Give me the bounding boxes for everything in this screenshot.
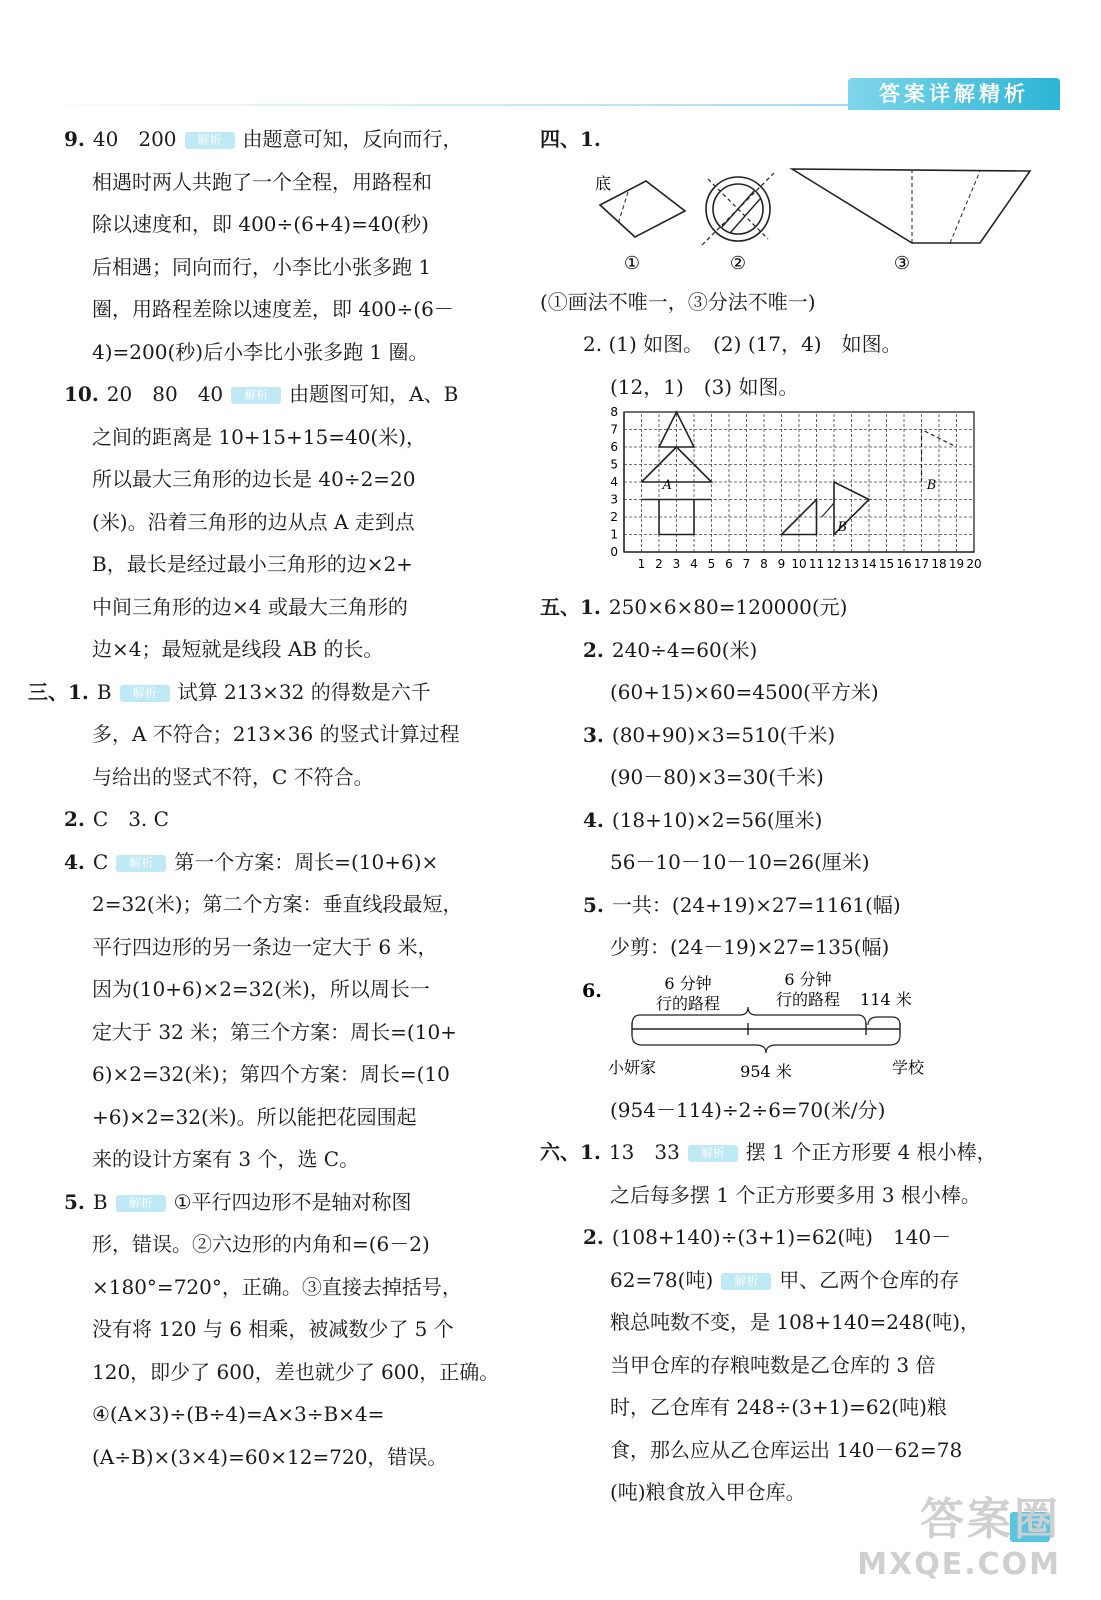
text-line	[28, 501, 498, 544]
line-text: (吨)粮食放入甲仓库。	[610, 1480, 806, 1504]
line-text: 圈，用路程差除以速度差，即 400÷(6－	[92, 297, 454, 321]
y-tick-label: 2	[610, 510, 618, 524]
line-text: 相遇时两人共跑了一个全程，用路程和	[92, 169, 432, 194]
x-tick-label: 19	[948, 557, 965, 571]
text-line	[540, 1216, 1060, 1259]
move-arrow	[822, 503, 834, 517]
question-number: 9.	[64, 127, 85, 151]
text-line	[540, 1131, 1060, 1174]
question-number: 10.	[64, 382, 99, 406]
x-tick-label: 8	[760, 557, 768, 571]
fig-label-2: ②	[729, 252, 747, 274]
text-line	[540, 884, 1060, 927]
line-text: (80+90)×3=510(千米)	[611, 722, 836, 747]
figure-shapes	[540, 161, 1060, 274]
text-line	[28, 416, 498, 459]
text-line	[28, 118, 498, 161]
text-line	[540, 1344, 1060, 1387]
line-text: B	[96, 679, 112, 704]
brace-bottom	[632, 1035, 900, 1053]
line-text: +6)×2=32(米)。所以能把花园围起	[92, 1104, 417, 1129]
y-tick-label: 7	[610, 422, 618, 437]
y-tick-label: 5	[610, 457, 618, 472]
x-tick-label: 15	[878, 557, 895, 571]
line-text: 4)=200(秒)后小李比小张多跑 1 圈。	[92, 339, 429, 364]
line-text: 少剪：(24－19)×27=135(幅)	[610, 935, 890, 959]
text-line	[28, 713, 498, 756]
line-text: 摆 1 个正方形要 4 根小棒，	[745, 1140, 997, 1164]
text-line	[28, 1223, 498, 1266]
right-label: 学校	[892, 1057, 925, 1077]
watermark	[857, 1483, 1061, 1582]
line-text: 与给出的竖式不符，C 不符合。	[92, 764, 374, 789]
line-text: C	[92, 849, 109, 874]
line-text: 平行四边形的另一条边一定大于 6 米，	[92, 934, 438, 959]
analysis-tag: 解析	[688, 1145, 738, 1162]
line-text: (A÷B)×(3×4)=60×12=720，错误。	[92, 1444, 448, 1469]
text-line	[540, 756, 1060, 799]
line-text: 所以最大三角形的边长是 40÷2=20	[92, 467, 416, 491]
seg1-top: 6 分钟	[664, 973, 712, 993]
x-tick-label: 18	[931, 557, 947, 571]
section-four-title: 四、1.	[540, 127, 601, 151]
text-line	[28, 883, 498, 926]
seg1-bottom: 行的路程	[655, 993, 721, 1013]
q2-line1: 2. (1) 如图。 (2) (17，4) 如图。	[583, 332, 902, 356]
text-line	[28, 756, 498, 799]
line-text: 40 200	[92, 127, 177, 151]
x-tick-label: 11	[808, 557, 825, 571]
line-text: 第一个方案：周长=(10+6)×	[174, 849, 439, 874]
figure-note: (①画法不唯一，③分法不唯一)	[540, 289, 816, 314]
text-line	[28, 586, 498, 629]
left-label: 小妍家	[608, 1057, 657, 1077]
line-text: 除以速度和，即 400÷(6+4)=40(秒)	[92, 212, 429, 236]
y-tick-label: 8	[610, 405, 618, 419]
line-text: 120，即少了 600，差也就少了 600，正确。	[92, 1359, 500, 1384]
analysis-tag: 解析	[721, 1273, 771, 1290]
text-line	[540, 1174, 1060, 1217]
question-number: 4.	[64, 849, 85, 874]
y-tick-label: 0	[610, 545, 618, 559]
height-line	[618, 192, 628, 224]
x-tick-label: 12	[826, 557, 842, 571]
text-line	[28, 1053, 498, 1096]
line-text: ×180°=720°，正确。③直接去掉括号，	[92, 1274, 462, 1299]
line-text: (90－80)×3=30(千米)	[610, 765, 824, 789]
line-text: (米)。沿着三角形的边从点 A 走到点	[92, 509, 415, 534]
text-line	[28, 1181, 498, 1224]
line-text: 形，错误。②六边形的内角和=(6－2)	[92, 1232, 430, 1256]
question-number: 4.	[583, 807, 604, 832]
text-line	[540, 1301, 1060, 1344]
text-line	[540, 714, 1060, 757]
base-label: 底	[595, 173, 612, 193]
text-line	[28, 203, 498, 246]
line-text: 6)×2=32(米)；第四个方案：周长=(10	[92, 1062, 450, 1086]
line-text: 多，A 不符合；213×36 的竖式计算过程	[92, 722, 460, 746]
line-text: 定大于 32 米；第三个方案：周长=(10+	[92, 1019, 457, 1044]
left-column	[28, 118, 498, 1478]
line-text: 中间三角形的边×4 或最大三角形的	[92, 594, 408, 619]
fig-label-3: ③	[893, 252, 911, 274]
analysis-tag: 解析	[185, 132, 235, 149]
line-text: ①平行四边形不是轴对称图	[173, 1189, 412, 1214]
text-line	[540, 586, 1060, 629]
question-number: 五、1.	[540, 595, 601, 619]
line-text: ④(A×3)÷(B÷4)=A×3÷B×4=	[92, 1402, 385, 1426]
line-text: 没有将 120 与 6 相乘，被减数少了 5 个	[92, 1317, 454, 1341]
line-text: 试算 213×32 的得数是六千	[177, 679, 431, 704]
x-tick-label: 16	[896, 557, 912, 571]
text-line	[540, 799, 1060, 842]
question-number: 六、1.	[540, 1140, 601, 1164]
text-line	[28, 1011, 498, 1054]
point-label: B	[837, 520, 848, 535]
line-text: 2=32(米)；第二个方案：垂直线段最短，	[92, 892, 463, 916]
question-number: 2.	[64, 807, 85, 831]
text-line	[28, 1308, 498, 1351]
line-text: 62=78(吨)	[610, 1267, 714, 1292]
x-tick-label: 4	[690, 557, 698, 571]
text-line	[540, 1429, 1060, 1472]
text-line	[28, 1436, 498, 1479]
line-text: 由题图可知，A、B	[289, 382, 459, 406]
x-tick-label: 7	[742, 557, 751, 571]
x-tick-label: 5	[707, 557, 716, 571]
text-line	[28, 671, 498, 714]
line-text: (108+140)÷(3+1)=62(吨) 140－	[611, 1225, 952, 1249]
x-tick-label: 6	[725, 557, 733, 571]
text-line	[28, 1138, 498, 1181]
analysis-tag: 解析	[231, 387, 281, 404]
text-line	[540, 1386, 1060, 1429]
line-text: C 3. C	[92, 807, 169, 831]
x-tick-label: 1	[637, 557, 646, 571]
q6-answer: (954－114)÷2÷6=70(米/分)	[610, 1097, 886, 1122]
text-line	[28, 458, 498, 501]
line-text: 后相遇；同向而行，小李比小张多跑 1	[92, 254, 432, 279]
text-line	[28, 1096, 498, 1139]
question-number: 3.	[583, 722, 604, 747]
line-text: (60+15)×60=4500(平方米)	[610, 680, 879, 704]
text-line	[28, 841, 498, 884]
x-tick-label: 14	[861, 557, 877, 571]
y-tick-label: 6	[610, 440, 618, 454]
x-tick-label: 9	[777, 557, 786, 571]
text-line	[28, 968, 498, 1011]
watermark-url: MXQE.COM	[857, 1547, 1061, 1582]
text-line	[540, 1259, 1060, 1302]
analysis-tag: 解析	[116, 855, 166, 872]
q6-num: 6.	[582, 979, 602, 1002]
text-line	[28, 161, 498, 204]
point-label: B	[926, 478, 937, 493]
line-diagram	[540, 969, 1060, 1089]
header-tab: 答案详解精析	[848, 78, 1060, 110]
line-text: 来的设计方案有 3 个，选 C。	[92, 1147, 360, 1171]
parallelogram-shape	[600, 181, 685, 237]
watermark-logo: 答案圈	[920, 1494, 1061, 1545]
analysis-tag: 解析	[116, 1195, 166, 1212]
text-line	[28, 288, 498, 331]
line-text: B	[92, 1189, 108, 1214]
line-text: 56－10－10－10=26(厘米)	[610, 850, 870, 874]
text-line	[28, 246, 498, 289]
x-tick-label: 3	[672, 557, 681, 571]
text-line	[28, 1393, 498, 1436]
total-label: 954 米	[740, 1061, 792, 1081]
text-line	[28, 926, 498, 969]
question-number: 2.	[583, 637, 604, 662]
line-text: 粮总吨数不变，是 108+140=248(吨)，	[610, 1310, 980, 1334]
line-diagram-svg	[540, 969, 1060, 1089]
line-text: 时，乙仓库有 248÷(3+1)=62(吨)粮	[610, 1395, 947, 1419]
line-text: (18+10)×2=56(厘米)	[611, 807, 823, 832]
line-text: 食，那么应从乙仓库运出 140－62=78	[610, 1437, 963, 1462]
text-line	[28, 1351, 498, 1394]
line-text: 240÷4=60(米)	[611, 637, 758, 662]
line-text: 由题意可知，反向而行，	[242, 127, 463, 151]
x-tick-label: 13	[843, 557, 860, 571]
line-text: 当甲仓库的存粮吨数是乙仓库的 3 倍	[610, 1352, 936, 1377]
text-line	[28, 331, 498, 374]
question-number: 三、1.	[28, 679, 89, 704]
y-tick-label: 3	[610, 492, 618, 507]
text-line	[28, 373, 498, 416]
right-column	[540, 118, 1060, 1514]
seg2-bottom: 行的路程	[775, 989, 841, 1009]
text-line	[28, 628, 498, 671]
y-tick-label: 1	[610, 527, 618, 542]
line-text: 13 33	[608, 1140, 680, 1164]
coordinate-grid	[540, 405, 1060, 586]
q2-line2: (12，1) (3) 如图。	[610, 374, 799, 399]
text-line	[28, 1266, 498, 1309]
trapezoid-cut-2	[950, 171, 980, 243]
seg3-label: 114 米	[860, 989, 912, 1009]
brace-top-2	[868, 1017, 900, 1025]
text-line	[540, 926, 1060, 969]
line-text: 一共：(24+19)×27=1161(幅)	[611, 892, 901, 917]
text-line	[28, 543, 498, 586]
question-number: 5.	[64, 1189, 85, 1214]
line-text: 因为(10+6)×2=32(米)，所以周长一	[92, 977, 430, 1001]
line-text: 20 80 40	[106, 382, 224, 406]
line-text: 250×6×80=120000(元)	[608, 595, 848, 619]
line-text: B，最长是经过最小三角形的边×2+	[92, 552, 413, 576]
fig-label-1: ①	[623, 252, 641, 274]
x-tick-label: 2	[655, 557, 663, 571]
question-number: 5.	[583, 892, 604, 917]
header-rule	[20, 104, 860, 106]
line-text: 之后每多摆 1 个正方形要多用 3 根小棒。	[610, 1182, 981, 1207]
x-tick-label: 20	[966, 557, 982, 571]
circle-chord-1	[722, 191, 754, 227]
x-tick-label: 17	[913, 557, 930, 571]
question-number: 2.	[583, 1225, 604, 1249]
text-line	[540, 629, 1060, 672]
y-tick-label: 4	[610, 475, 618, 489]
x-tick-label: 10	[791, 557, 807, 571]
analysis-tag: 解析	[120, 685, 170, 702]
line-text: 边×4；最短就是线段 AB 的长。	[92, 637, 384, 661]
trapezoid-shape	[792, 169, 1030, 243]
text-line	[28, 798, 498, 841]
line-text: 甲、乙两个仓库的存	[779, 1267, 960, 1292]
point-label: A	[662, 478, 672, 493]
shapes-svg	[540, 161, 1060, 274]
text-line	[540, 671, 1060, 714]
line-text: 之间的距离是 10+15+15=40(米)，	[92, 424, 427, 449]
grid-svg	[540, 405, 1060, 586]
seg2-top: 6 分钟	[784, 969, 832, 989]
text-line	[540, 841, 1060, 884]
